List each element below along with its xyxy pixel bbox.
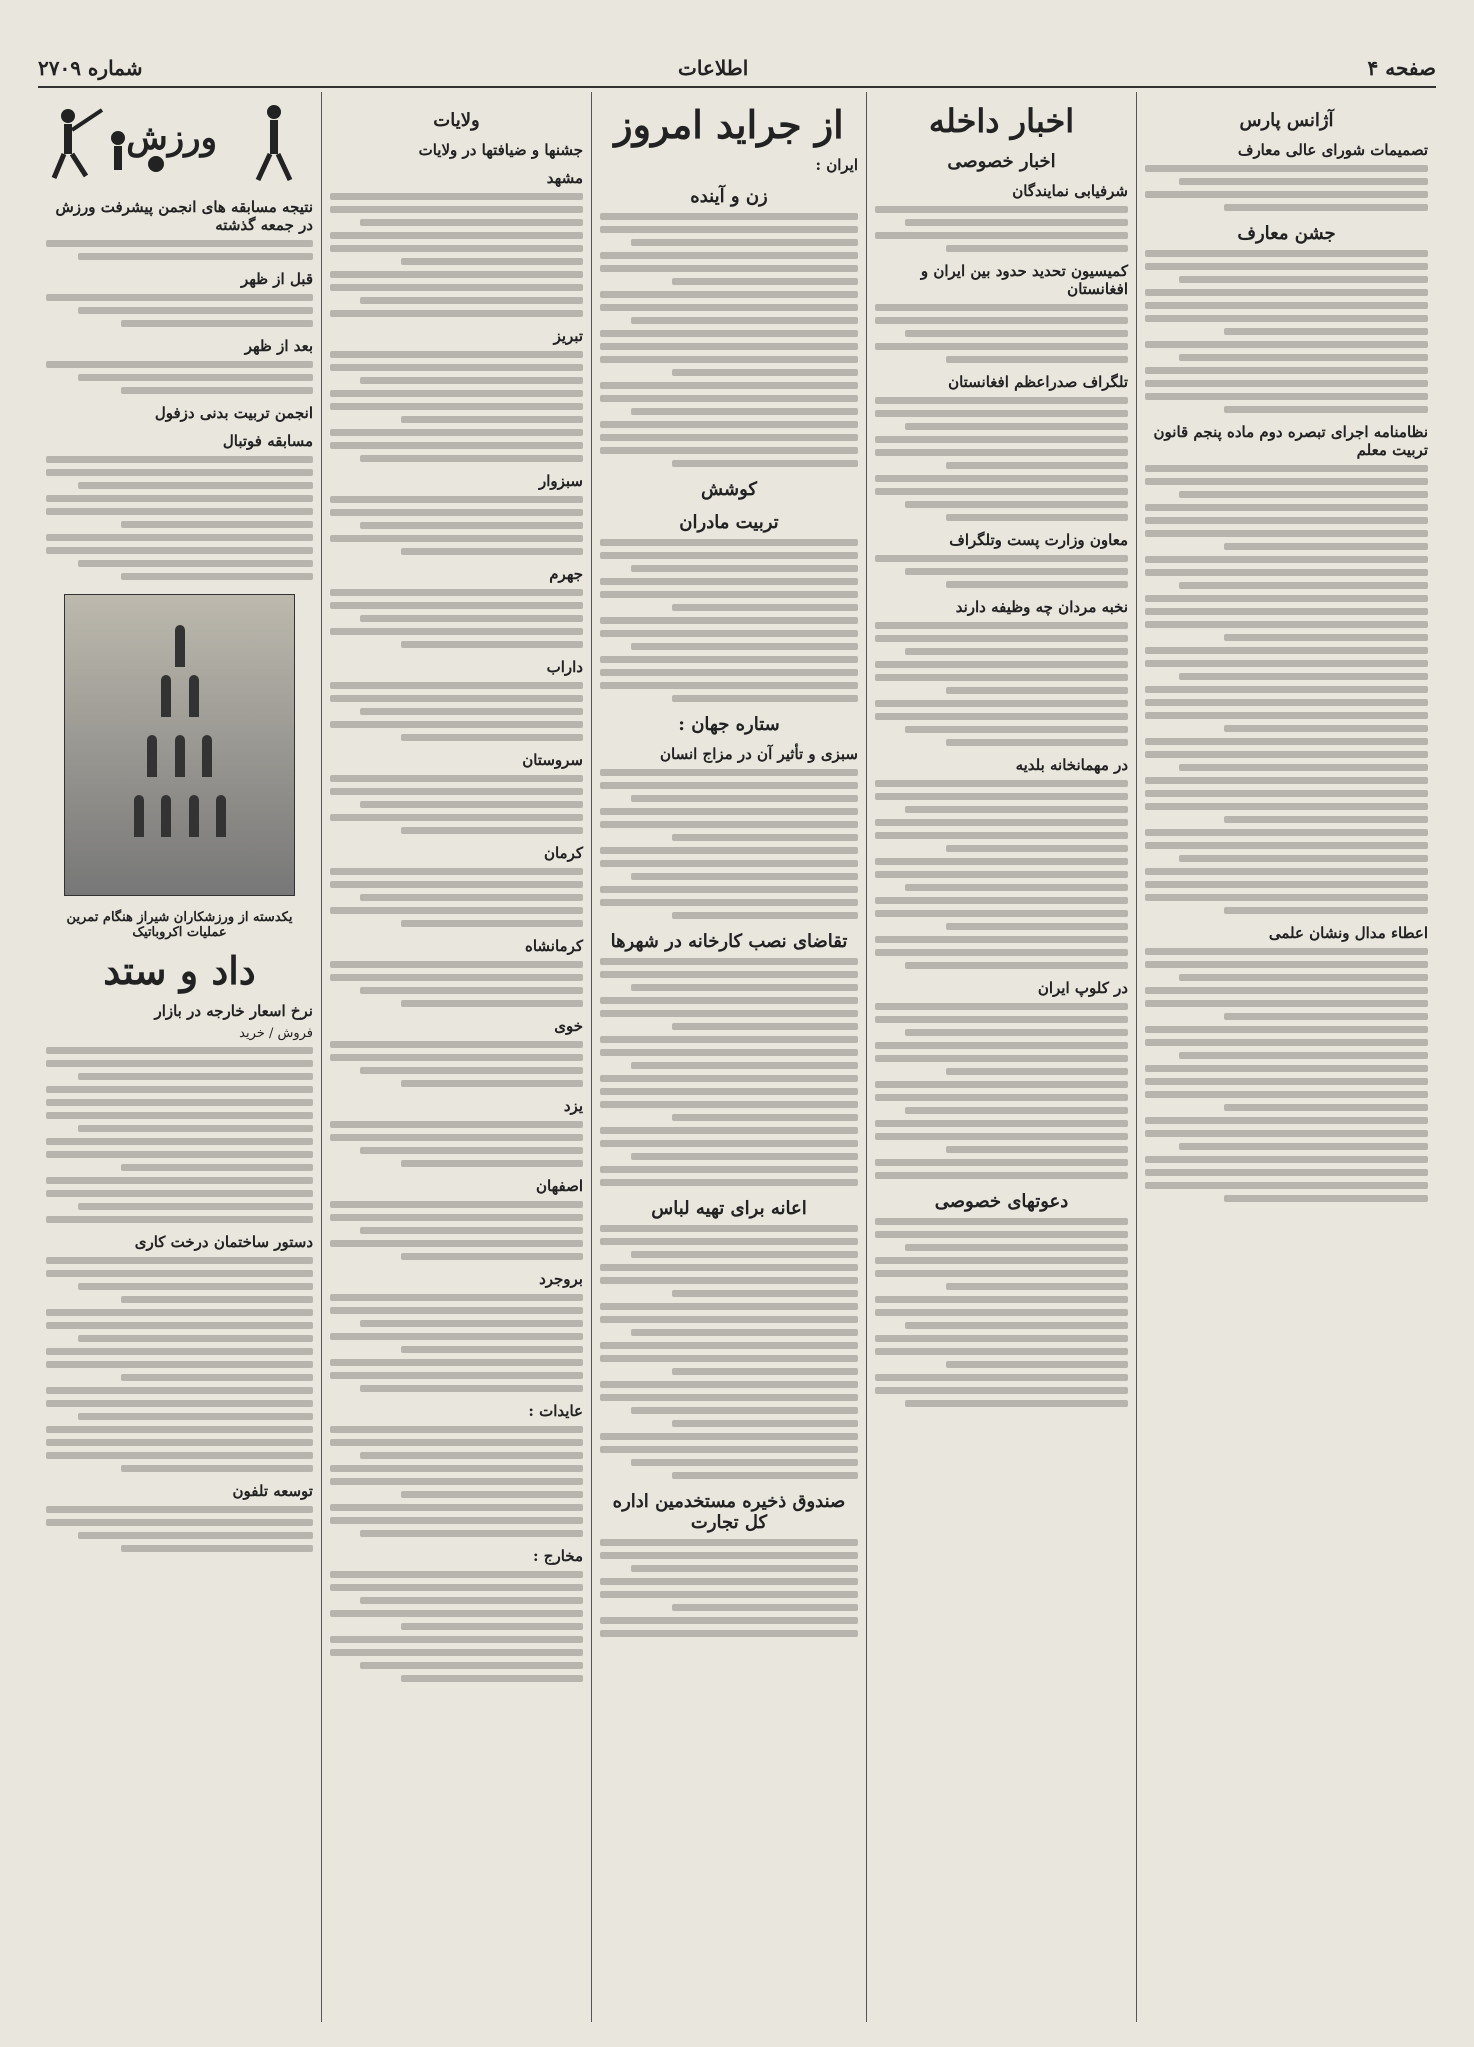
sports-logo [46,98,313,188]
column-title: ولایات [433,110,480,131]
headline: تبریز [553,327,583,345]
headline: مسابقه فوتبال [222,432,313,450]
headline: مشهد [546,169,583,187]
headline: بعد از ظهر [244,337,313,355]
headline: زن و آینده [690,185,768,207]
column-title: اخبار داخله [928,102,1075,140]
headline: سروستان [522,751,583,769]
headline: عایدات : [528,1402,583,1420]
headline: در مهمانخانه بلدیه [1015,756,1128,775]
headline: تصمیمات شورای عالی معارف [1237,141,1428,159]
headline: صندوق ذخیره مستخدمین اداره کل تجارت [612,1490,846,1533]
sports-title: ورزش [126,118,217,158]
section-title: اخبار خصوصی [947,151,1056,173]
masthead [38,52,1436,88]
column-title: آژانس پارس [1239,110,1334,131]
headline: اصفهان [536,1177,583,1195]
photo-caption: یکدسته از ورزشکاران شیراز هنگام تمرین عملیات اکروباتیک [66,910,293,940]
exchange-rates-table [46,1026,313,1093]
acrobatics-photo [64,594,296,896]
column-subtitle: ایران : [815,155,858,174]
headline: دستور ساختمان درخت کاری [134,1232,313,1251]
headline: اعانه برای تهیه لباس [651,1197,807,1219]
headline: کمیسیون تحدید حدود بین ایران و افغانستان [920,262,1128,299]
headline: نظامنامه اجرای تبصره دوم ماده پنجم قانون تربیت معلم [1153,423,1428,459]
page-number: صفحه ۴ [1367,56,1436,80]
headline: جشنها و ضیافتها در ولایات [418,141,583,159]
trade-title: داد و ستد [103,948,256,993]
headline: کرمانشاه [524,937,583,955]
rates-header: فروش / خرید [239,1025,313,1041]
headline: معاون وزارت پست وتلگراف [949,531,1128,550]
headline: نتیجه مسابقه های انجمن پیشرفت ورزش در جمعه گذشته [55,198,313,234]
headline: تربیت مادران [679,511,779,533]
column-title: از جراید امروز [614,102,844,147]
headline: نخبه مردان چه وظیفه دارند [955,598,1128,617]
headline: تلگراف صدراعظم افغانستان [948,373,1128,392]
issue-number: شماره ۲۷۰۹ [38,56,143,80]
headline: مخارج : [533,1547,583,1565]
column-domestic-news [866,92,1136,2022]
column-sports-trade [38,92,321,2022]
column-press-review [591,92,866,2022]
headline: شرفیابی نمایندگان [1012,182,1128,201]
headline: در کلوپ ایران [1037,979,1128,998]
headline: سبزوار [538,472,583,490]
headline: ستاره جهان : [678,713,780,735]
newspaper-page [38,52,1436,2027]
headline: انجمن تربیت بدنی دزفول [154,404,313,422]
headline: اعطاء مدال ونشان علمی [1268,924,1428,942]
headline: خوی [554,1017,583,1035]
headline: قبل از ظهر [240,270,313,288]
headline: جشن معارف [1237,223,1336,244]
paper-name: اطلاعات [678,56,749,80]
headline: جهرم [549,565,583,583]
column-provinces [321,92,591,2022]
column-agency [1136,92,1436,2022]
trade-subtitle: نرخ اسعار خارجه در بازار [154,1001,313,1020]
headline: کوشش [701,478,757,500]
headline: دعوتهای خصوصی [934,1191,1069,1213]
headline: داراب [546,658,583,676]
headline: کرمان [543,844,583,862]
headline: تقاضای نصب کارخانه در شهرها [610,930,848,952]
headline: بروجرد [539,1270,583,1288]
headline: یزد [563,1097,583,1115]
headline: توسعه تلفون [232,1481,313,1500]
headline: سبزی و تأثیر آن در مزاج انسان [660,744,858,763]
